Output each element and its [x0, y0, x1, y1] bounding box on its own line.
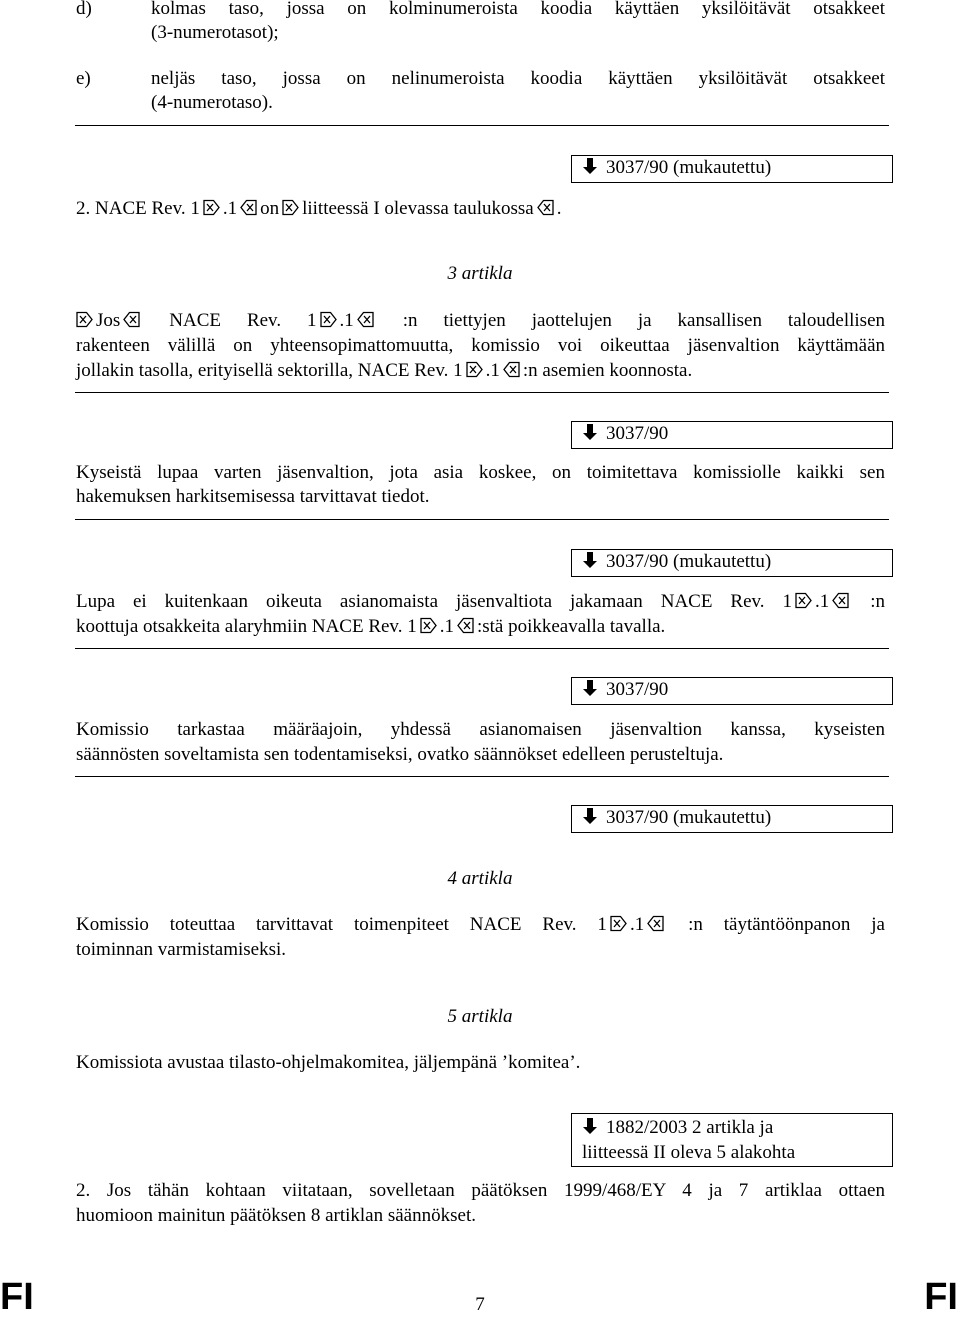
reference-text: 3037/90 (mukautettu) — [606, 807, 772, 828]
reference-box — [571, 155, 893, 183]
list-item-d-line2: (3-numerotasot); — [151, 22, 279, 43]
reference-text: 3037/90 (mukautettu) — [606, 157, 772, 178]
nace-paragraph — [76, 197, 885, 221]
reference-text: 3037/90 — [606, 679, 669, 700]
text-segment: :n täytäntöönpanon ja — [688, 914, 885, 935]
art3-p1-line3 — [76, 359, 885, 383]
art3-p4-line1: Komissio tarkastaa määräajoin, yhdessä asianomaisen jäsenvaltion kanssa, kyseisten — [76, 719, 885, 740]
art5-p2-line1: 2. Jos tähän kohtaan viitataan, sovelletaan päätöksen 1999/468/EY 4 ja 7 artiklaa ottaen — [76, 1180, 885, 1201]
text-segment: on — [260, 198, 280, 219]
text-segment: .1 — [629, 914, 645, 935]
insert-start-marker-icon — [320, 311, 337, 328]
reference-box — [571, 1113, 893, 1167]
text-segment: Komissio toteuttaa tarvittavat toimenpiteet NACE Rev. 1 — [76, 914, 607, 935]
text-segment: 2. NACE Rev. 1 — [76, 198, 200, 219]
text-segment: :n — [870, 591, 885, 612]
text-segment: :n tiettyjen jaottelujen ja kansallisen taloudellisen — [402, 310, 886, 331]
article-4-heading: 4 artikla — [447, 868, 513, 889]
insert-end-marker-icon — [647, 915, 664, 932]
divider — [75, 392, 889, 393]
insert-start-marker-icon — [203, 199, 220, 216]
divider — [75, 648, 889, 649]
arrow-down-icon — [582, 423, 598, 441]
arrow-down-icon — [582, 551, 598, 569]
reference-box — [571, 421, 893, 449]
list-label-e: e) — [76, 68, 91, 89]
text-segment: Lupa ei kuitenkaan oikeuta asianomaista jäsenvaltiota jakamaan NACE Rev. 1 — [76, 591, 792, 612]
page-number: 7 — [475, 1294, 485, 1315]
arrow-down-icon — [582, 1117, 598, 1135]
reference-box — [571, 805, 893, 833]
text-segment: :n asemien koonnosta. — [522, 360, 693, 381]
art4-line1 — [76, 913, 885, 937]
arrow-down-icon — [582, 807, 598, 825]
reference-text: 3037/90 — [606, 423, 669, 444]
list-item-d-line1: kolmas taso, jossa on kolminumeroista koodia käyttäen yksilöitävät otsakkeet — [151, 0, 885, 19]
art3-p3-line2 — [76, 615, 885, 639]
insert-end-marker-icon — [123, 311, 140, 328]
insert-start-marker-icon — [610, 915, 627, 932]
art3-p1-line2: rakenteen välillä on yhteensopimattomuutta, komissio voi oikeuttaa jäsenvaltion käyttämään — [76, 335, 885, 356]
reference-text: liitteessä II oleva 5 alakohta — [582, 1142, 796, 1163]
arrow-down-icon — [582, 157, 598, 175]
art3-p1-line1 — [76, 309, 885, 333]
art5-line1: Komissiota avustaa tilasto-ohjelmakomitea, jäljempänä ’komitea’. — [76, 1052, 581, 1073]
text-segment: .1 — [485, 360, 500, 381]
art3-p4-line2: säännösten soveltamista sen todentamiseksi, ovatko säännökset edelleen perusteltuja. — [76, 744, 724, 765]
article-3-heading: 3 artikla — [447, 263, 513, 284]
insert-start-marker-icon — [420, 617, 437, 634]
insert-start-marker-icon — [76, 311, 93, 328]
art3-p2-line2: hakemuksen harkitsemisessa tarvittavat tiedot. — [76, 486, 430, 507]
divider — [75, 519, 889, 520]
arrow-down-icon — [582, 679, 598, 697]
text-segment: . — [556, 198, 562, 219]
article-5-heading: 5 artikla — [447, 1006, 513, 1027]
list-label-d: d) — [76, 0, 92, 19]
text-segment: jollakin tasolla, erityisellä sektorilla, NACE Rev. 1 — [76, 360, 463, 381]
art3-p2-line1: Kyseistä lupaa varten jäsenvaltion, jota asia koskee, on toimitettava komissiolle kaikki sen — [76, 462, 885, 483]
insert-start-marker-icon — [795, 592, 812, 609]
insert-end-marker-icon — [357, 311, 374, 328]
insert-start-marker-icon — [282, 199, 299, 216]
insert-end-marker-icon — [503, 361, 520, 378]
list-item-e-line1: neljäs taso, jossa on nelinumeroista koodia käyttäen yksilöitävät otsakkeet — [151, 68, 885, 89]
art4-line2: toiminnan varmistamiseksi. — [76, 939, 287, 960]
text-segment: Jos — [96, 310, 121, 331]
reference-box — [571, 677, 893, 705]
text-segment: .1 — [222, 198, 238, 219]
divider — [75, 125, 889, 126]
insert-end-marker-icon — [832, 592, 849, 609]
divider — [75, 776, 889, 777]
insert-end-marker-icon — [240, 199, 257, 216]
insert-end-marker-icon — [537, 199, 554, 216]
footer-language-right: FI — [924, 1276, 958, 1318]
reference-text: 3037/90 (mukautettu) — [606, 551, 772, 572]
text-segment: koottuja otsakkeita alaryhmiin NACE Rev. 1 — [76, 616, 417, 637]
insert-start-marker-icon — [466, 361, 483, 378]
reference-box — [571, 549, 893, 577]
art3-p3-line1 — [76, 590, 885, 614]
insert-end-marker-icon — [457, 617, 474, 634]
art5-p2-line2: huomioon mainitun päätöksen 8 artiklan säännökset. — [76, 1205, 476, 1226]
text-segment: .1 — [815, 591, 830, 612]
text-segment: liitteessä I olevassa taulukossa — [302, 198, 534, 219]
list-item-e-line2: (4-numerotaso). — [151, 92, 273, 113]
text-segment: :stä poikkeavalla tavalla. — [476, 616, 666, 637]
text-segment: .1 — [339, 310, 354, 331]
footer-language-left: FI — [0, 1276, 34, 1318]
reference-text: 1882/2003 2 artikla ja — [606, 1117, 774, 1138]
text-segment: .1 — [439, 616, 454, 637]
text-segment: NACE Rev. 1 — [169, 310, 317, 331]
